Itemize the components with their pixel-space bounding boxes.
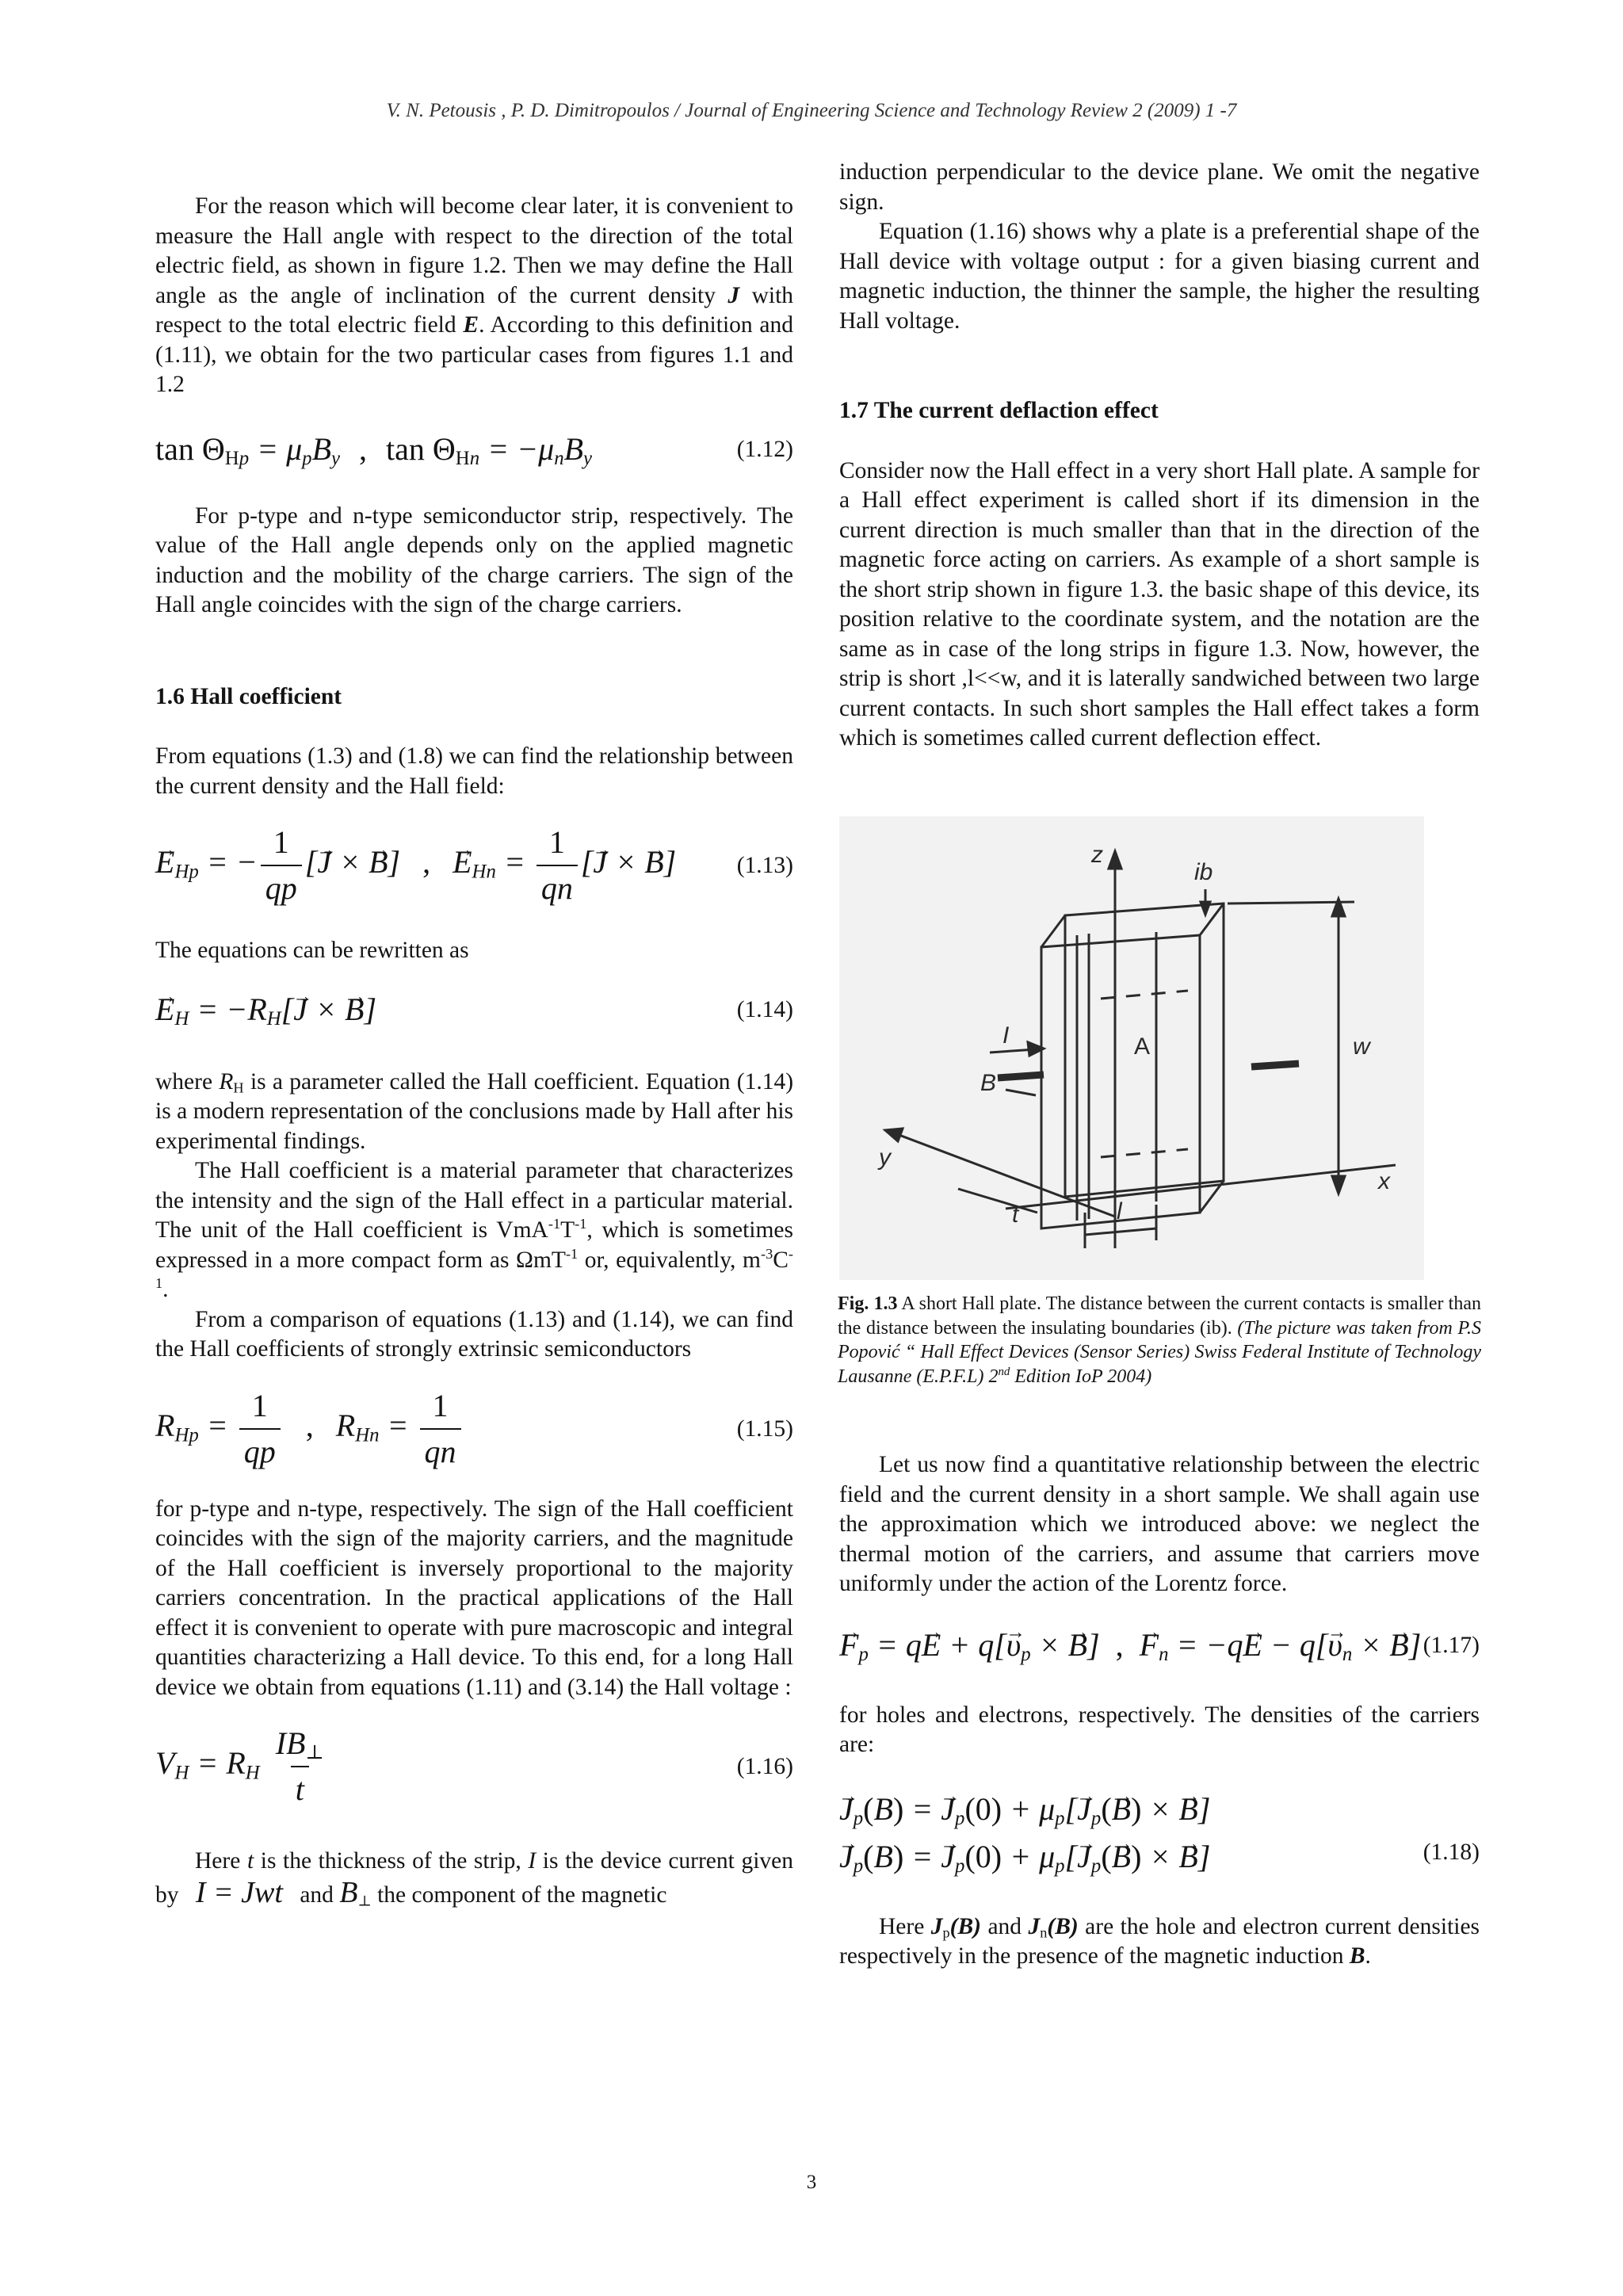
label-y: y (879, 1144, 891, 1171)
right-column-top (839, 158, 1480, 754)
equation-number: (1.12) (736, 436, 793, 462)
right-column-bottom (839, 1450, 1480, 1972)
running-header: V. N. Petousis , P. D. Dimitropoulos / Journal of Engineering Science and Technology Review 2 (2009) 1 -7 (386, 100, 1237, 121)
equation-1-14-body: → $E_H = -R_H[\to J$ × → B] (155, 991, 376, 1029)
paragraph-densities: for holes and electrons, respectively. The densities of the carriers are: (839, 1702, 1480, 1757)
paragraph-hall-voltage: for p-type and n-type, respectively. The sign of the Hall coefficient coincides with the sign of the majority carriers, and the magnitude of the Hall coefficient is inversely proportional to the majority carriers concentration. In the practical applications of the Hall effect it is convenient to operate with pure macroscopic and integral quantities characterizing a Hall device. To this end, for a long Hall device we obtain from equations (1.11) and (3.14) the Hall voltage : (155, 1496, 793, 1700)
equation-number: (1.15) (736, 1415, 793, 1442)
paragraph-hall-angle-definition: For the reason which will become clear later, it is convenient to measure the Hall angle with respect to the direction of the total electric field, as shown in figure 1.2. Then we may define the Hall angle as the angle of inclination of the current density J with respect to the total electric field E. According to this definition and (1.11), we obtain for the two particular cases from figures 1.1 and 1.2 (155, 193, 794, 397)
section-heading-1-7: 1.7 The current deflaction effect (839, 398, 1159, 423)
paragraph-hall-angle-sign: For p-type and n-type semiconductor strip, respectively. The value of the Hall angle depends only on the applied magnetic induction and the mobility of the charge carriers. The sign of the Hall angle coincides with the sign of the charge carriers. (155, 502, 793, 617)
equation-1-18 (839, 1782, 1480, 1881)
label-x: x (1378, 1168, 1390, 1194)
equation-1-15 (155, 1382, 793, 1476)
label-l: l (1117, 1198, 1122, 1224)
equation-1-14 (155, 984, 793, 1036)
label-t: t (1012, 1201, 1019, 1228)
label-w: w (1353, 1033, 1370, 1060)
equation-1-13 (155, 819, 793, 912)
figure-background (839, 816, 1424, 1280)
equation-number: (1.13) (736, 853, 793, 878)
page-number: 3 (806, 2172, 817, 2193)
paragraph-hall-coefficient-def: where $R_H$ is a parameter called the Hall coefficient. Equation (1.14) is a modern representation of the conclusions made by Hall after his experimental findings. (155, 1068, 794, 1154)
left-column (155, 159, 793, 1911)
equation-1-16-body: $V_H = R_H$ $\frac{IB_\perp}{t}$ (155, 1725, 324, 1807)
section-heading-1-6: 1.6 Hall coefficient (155, 683, 342, 709)
paragraph-strongly-extrinsic: From a comparison of equations (1.13) and (1.14), we can find the Hall coefficients of strongly extrinsic semiconductors (155, 1306, 793, 1362)
equation-1-17 (839, 1617, 1480, 1674)
label-I: I (1002, 1022, 1010, 1049)
equation-1-17-body: → $F_p = q\to E + q[\to \upsilon_p$ × → B] , → $F_n = -q\to E - q[\to \upsilon_n$ × → B] (839, 1626, 1421, 1664)
paragraph-induction-perpendicular: induction perpendicular to the device plane. We omit the negative sign. (839, 159, 1480, 215)
current-lead-right (1251, 1064, 1299, 1067)
label-B: B (980, 1070, 997, 1096)
paragraph-rewritten: The equations can be rewritten as (155, 938, 469, 963)
equation-1-12 (155, 421, 793, 478)
equation-1-18-line-2: → $J_p(B)$ = → $J_p(0) + \mu_p[\to J_p(\to B)$ × → B] (839, 1833, 1210, 1881)
current-lead-left (998, 1075, 1044, 1078)
paragraph-plate-shape: Equation (1.16) shows why a plate is a preferential shape of the Hall device with voltage output : for a given biasing current and magnetic induction, the thinner the sample, the higher the resulting Hall voltage. (839, 219, 1480, 334)
paragraph-short-plate: Consider now the Hall effect in a very short Hall plate. A sample for a Hall effect experiment is called short if its dimension in the current direction is much smaller than that in the direction of the magnetic force acting on carriers. As example of a short sample is the short strip shown in figure 1.3. the basic shape of this device, its position relative to the coordinate system, and the notation are the same as in case of the long strips in figure 1.3. Now, however, the strip is short ,l<<w, and it is laterally sandwiched between two large current contacts. In such short samples the Hall effect takes a form which is sometimes called current deflection effect. (839, 457, 1480, 751)
paragraph-thickness: Here t is the thickness of the strip, I is the device current given by I = Jwt and $B_\perp$ the component of the magnetic (155, 1848, 793, 1909)
equation-1-18-line-1: → $J_p(B)$ = → $J_p(0) + \mu_p[\to J_p(\to B)$ × → B] (839, 1786, 1210, 1833)
equation-number: (1.14) (736, 996, 793, 1022)
label-z: z (1091, 842, 1103, 868)
label-A: A (1134, 1033, 1151, 1060)
equation-number: (1.18) (1423, 1839, 1480, 1865)
equation-1-13-body: → $E_{Hp}$ = − $\frac{1}{qp}$ [→ J × → B] , → $E_{Hn}$ = $\frac{1}{qn}$ [→ J × → B] (155, 825, 676, 906)
equation-1-18-body (839, 1786, 1210, 1881)
paragraph-short-sample: Let us now find a quantitative relationship between the electric field and the current density in a short sample. We shall again use the approximation which we introduced above: we neglect the thermal motion of the carriers, and assume that carriers move uniformly under the action of the Lorentz force. (839, 1452, 1480, 1596)
paragraph-hall-coefficient-units: The Hall coefficient is a material parameter that characterizes the intensity and the sign of the Hall effect in a particular material. The unit of the Hall coefficient is $VmA^{-1}T^{-1}$, which is sometimes expressed in a more compact form as ΩmT$^{-1}$ or, equivalently, $m^{-3}C^{-1}$. (155, 1158, 794, 1302)
paragraph-hall-field-intro: From equations (1.3) and (1.8) we can find the relationship between the current density and the Hall field: (155, 743, 793, 799)
label-ib: ib (1194, 859, 1213, 885)
equation-number: (1.17) (1423, 1632, 1480, 1658)
figure-short-hall-plate (839, 816, 1424, 1280)
figure-caption: Fig. 1.3 A short Hall plate. The distance between the current contacts is smaller than the distance between the insulating boundaries (ib). (The picture was taken from P.S Popović “ Hall Effect Devices (Sensor Series) Swiss Federal Institute of Technology Lausanne (E.P.F.L) 2nd Edition IoP 2004) (838, 1293, 1482, 1387)
equation-1-16 (155, 1720, 793, 1813)
equation-1-12-body: $\tan \Theta_{Hp} = \mu_pB_y$ , $\tan \Theta_{Hn} = -\mu_nB_y$ (155, 430, 593, 469)
paragraph-current-densities: Here $J_p(B)$ and $J_n(B)$ are the hole and electron current densities respectively in the presence of the magnetic induction B. (839, 1913, 1480, 1969)
equation-number: (1.16) (736, 1754, 793, 1779)
hall-plate-diagram (839, 816, 1424, 1280)
equation-1-15-body: $R_{Hp}$ = $\frac{1}{qp}$ , $R_{Hn}$ = $\frac{1}{qn}$ (155, 1389, 464, 1469)
